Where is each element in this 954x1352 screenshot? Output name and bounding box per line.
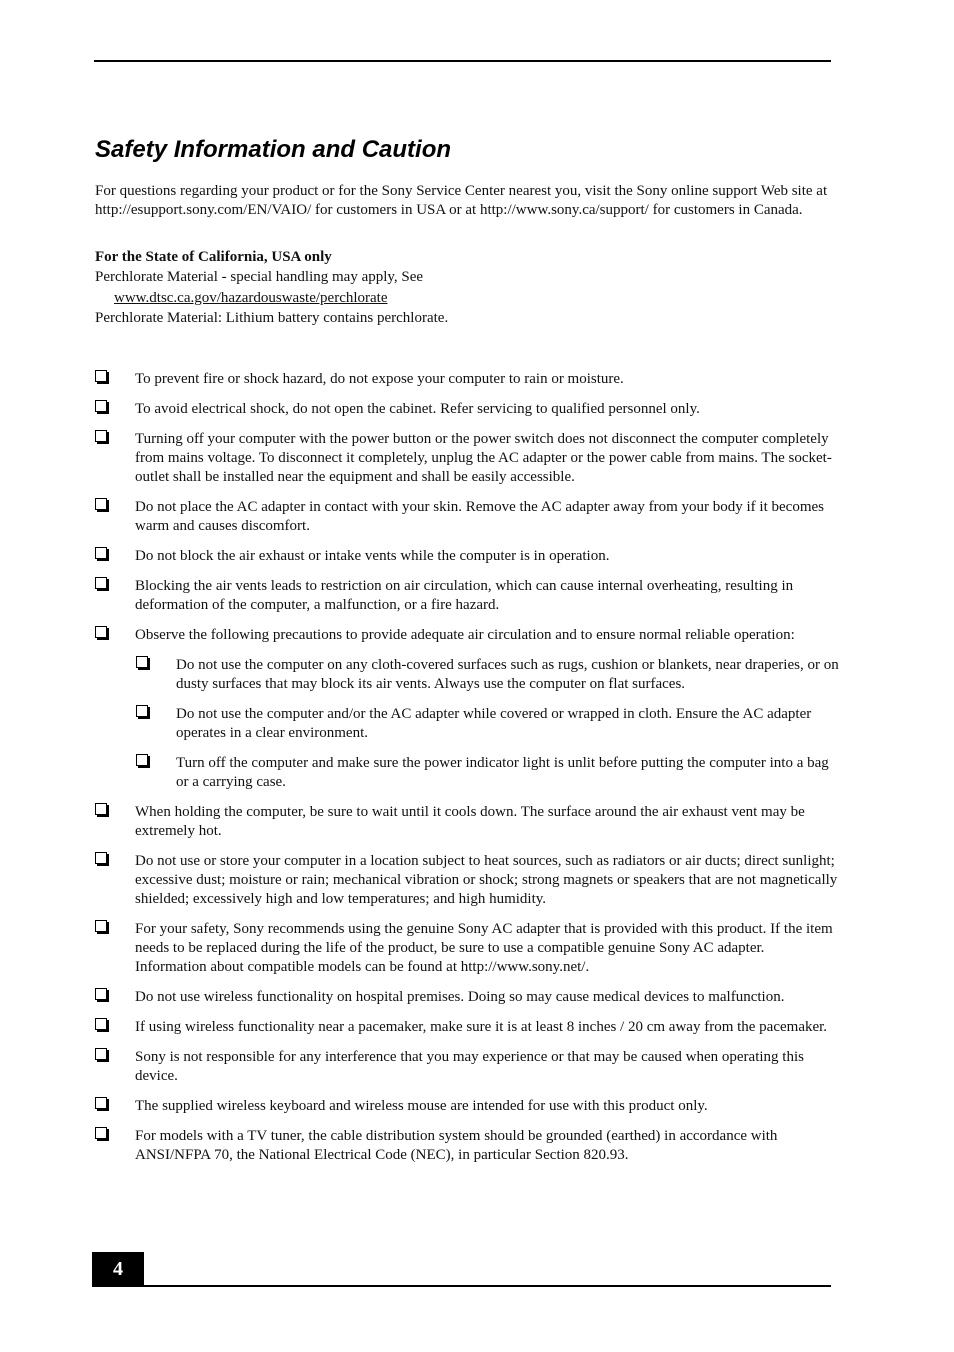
checkbox-bullet-icon [95, 988, 107, 1000]
checkbox-bullet-icon [95, 1127, 107, 1139]
checkbox-bullet-icon [95, 430, 107, 442]
list-item: For models with a TV tuner, the cable distribution system should be grounded (earthed) in accordance with ANSI/NFPA 70, the National Electrical Code (NEC), in particular Section 820.93. [94, 1127, 839, 1165]
intro-paragraph: For questions regarding your product or for the Sony Service Center nearest you, visit the Sony online support Web site at http://esupport.sony.com/EN/VAIO/ for customers in USA or at http://www.sony.ca/support/ for customers in Canada. [95, 183, 828, 218]
california-line-3: Perchlorate Material: Lithium battery contains perchlorate. [95, 310, 449, 326]
list-item: Sony is not responsible for any interference that you may experience or that may be caused when operating this device. [94, 1048, 839, 1086]
list-item: The supplied wireless keyboard and wireless mouse are intended for use with this product only. [94, 1097, 839, 1116]
california-heading: For the State of California, USA only [95, 249, 332, 265]
checkbox-bullet-icon [95, 803, 107, 815]
list-item: For your safety, Sony recommends using the genuine Sony AC adapter that is provided with this product. If the item needs to be replaced during the life of the product, be sure to use a compatible genuine Sony AC adapter. Information about compatible models can be found at http://www.sony.net/. [94, 920, 839, 977]
checkbox-bullet-icon [95, 577, 107, 589]
list-item: Turning off your computer with the power button or the power switch does not disconnect the computer completely from mains voltage. To disconnect it completely, unplug the AC adapter or the power cable from mains. The socket-outlet shall be installed near the equipment and shall be easily accessible. [94, 430, 839, 487]
safety-bullet-list [94, 370, 839, 1176]
california-line-1: Perchlorate Material - special handling may apply, See [95, 269, 424, 285]
list-item: Blocking the air vents leads to restriction on air circulation, which can cause internal overheating, resulting in deformation of the computer, a malfunction, or a fire hazard. [94, 577, 839, 615]
footer-rule [92, 1285, 831, 1287]
list-item: Do not use or store your computer in a location subject to heat sources, such as radiators or air ducts; direct sunlight; excessive dust; moisture or rain; mechanical vibration or shock; strong magnets or speakers that are not magnetically shielded; excessively high and low temperatures; and high humidity. [94, 852, 839, 909]
checkbox-bullet-icon [95, 1048, 107, 1060]
checkbox-bullet-icon [95, 626, 107, 638]
list-item: If using wireless functionality near a pacemaker, make sure it is at least 8 inches / 20 cm away from the pacemaker. [94, 1018, 839, 1037]
list-item: Observe the following precautions to provide adequate air circulation and to ensure normal reliable operation: [94, 626, 839, 645]
perchlorate-link[interactable]: www.dtsc.ca.gov/hazardouswaste/perchlorate [114, 290, 388, 306]
checkbox-bullet-icon [95, 852, 107, 864]
checkbox-bullet-icon [95, 370, 107, 382]
checkbox-bullet-icon [95, 1097, 107, 1109]
list-item: Do not use wireless functionality on hospital premises. Doing so may cause medical devices to malfunction. [94, 988, 839, 1007]
list-item: Do not place the AC adapter in contact with your skin. Remove the AC adapter away from your body if it becomes warm and causes discomfort. [94, 498, 839, 536]
list-item: Do not block the air exhaust or intake vents while the computer is in operation. [94, 547, 839, 566]
checkbox-bullet-icon [95, 547, 107, 559]
checkbox-bullet-icon [95, 498, 107, 510]
sub-list-item: Turn off the computer and make sure the power indicator light is unlit before putting the computer into a bag or a carrying case. [135, 754, 839, 792]
checkbox-bullet-icon [95, 1018, 107, 1030]
checkbox-bullet-icon [95, 400, 107, 412]
page-number: 4 [92, 1252, 144, 1286]
header-rule [94, 60, 831, 62]
sub-list-item: Do not use the computer on any cloth-covered surfaces such as rugs, cushion or blankets, near draperies, or on dusty surfaces that may block its air vents. Always use the computer on flat surfaces. [135, 656, 839, 694]
checkbox-bullet-icon [136, 705, 148, 717]
list-item: To avoid electrical shock, do not open the cabinet. Refer servicing to qualified personnel only. [94, 400, 839, 419]
sub-list-item: Do not use the computer and/or the AC adapter while covered or wrapped in cloth. Ensure the AC adapter operates in a clear environment. [135, 705, 839, 743]
page-title: Safety Information and Caution [95, 136, 452, 163]
list-item: When holding the computer, be sure to wait until it cools down. The surface around the air exhaust vent may be extremely hot. [94, 803, 839, 841]
california-link-line [114, 289, 388, 307]
checkbox-bullet-icon [95, 920, 107, 932]
checkbox-bullet-icon [136, 656, 148, 668]
list-item: To prevent fire or shock hazard, do not expose your computer to rain or moisture. [94, 370, 839, 389]
checkbox-bullet-icon [136, 754, 148, 766]
